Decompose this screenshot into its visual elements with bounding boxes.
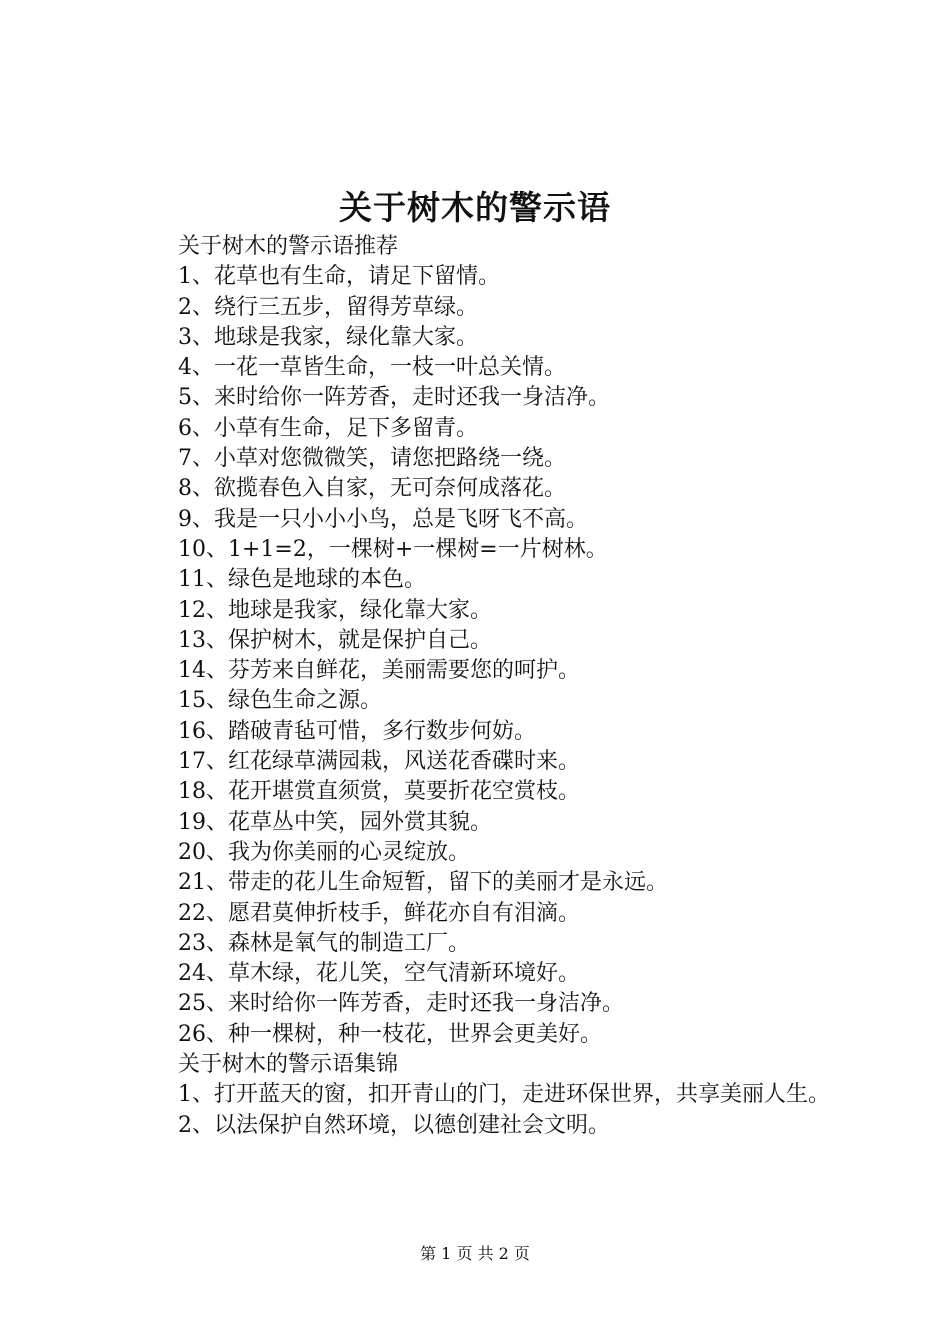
list-item: 9、我是一只小小小鸟，总是飞呀飞不高。 — [178, 506, 588, 532]
list-item: 3、地球是我家，绿化靠大家。 — [178, 324, 478, 350]
list-item: 17、红花绿草满园栽，风送花香碟时来。 — [178, 749, 580, 775]
list-item: 21、带走的花儿生命短暂，留下的美丽才是永远。 — [178, 870, 668, 896]
list-item: 18、花开堪赏直须赏，莫要折花空赏枝。 — [178, 779, 580, 805]
list-item: 7、小草对您微微笑，请您把路绕一绕。 — [178, 446, 566, 472]
list-item: 25、来时给你一阵芳香，走时还我一身洁净。 — [178, 991, 624, 1017]
list-item: 15、绿色生命之源。 — [178, 688, 382, 714]
page-footer: 第 1 页 共 2 页 — [420, 1244, 530, 1263]
list-item: 20、我为你美丽的心灵绽放。 — [178, 839, 470, 865]
list-item: 14、芬芳来自鲜花，美丽需要您的呵护。 — [178, 658, 580, 684]
list-item: 1、花草也有生命，请足下留情。 — [178, 264, 500, 290]
list-item: 4、一花一草皆生命，一枝一叶总关情。 — [178, 355, 566, 381]
list-item: 5、来时给你一阵芳香，走时还我一身洁净。 — [178, 385, 610, 411]
list-item: 22、愿君莫伸折枝手，鲜花亦自有泪滴。 — [178, 900, 580, 926]
list-item: 16、踏破青毡可惜，多行数步何妨。 — [178, 718, 536, 744]
list-item: 24、草木绿，花儿笑，空气清新环境好。 — [178, 961, 580, 987]
list-item: 2、以法保护自然环境，以德创建社会文明。 — [178, 1112, 610, 1138]
document-body — [133, 232, 833, 1141]
list-item: 23、森林是氧气的制造工厂。 — [178, 930, 470, 956]
list-item: 19、花草丛中笑，园外赏其貌。 — [178, 809, 492, 835]
list-item: 12、地球是我家，绿化靠大家。 — [178, 597, 492, 623]
list-item: 26、种一棵树，种一枝花，世界会更美好。 — [178, 1021, 602, 1047]
list-item: 6、小草有生命，足下多留青。 — [178, 415, 478, 441]
list-item: 10、1+1=2，一棵树+一棵树=一片树林。 — [178, 536, 608, 562]
list-item: 11、绿色是地球的本色。 — [178, 567, 426, 593]
document-title: 关于树木的警示语 — [339, 188, 611, 227]
section-heading-recommend: 关于树木的警示语推荐 — [178, 234, 399, 259]
list-item: 8、欲揽春色入自家，无可奈何成落花。 — [178, 476, 566, 502]
list-item: 1、打开蓝天的窗，扣开青山的门，走进环保世界，共享美丽人生。 — [178, 1082, 830, 1108]
section-heading-collection: 关于树木的警示语集锦 — [178, 1052, 399, 1078]
list-item: 2、绕行三五步，留得芳草绿。 — [178, 294, 478, 320]
list-item: 13、保护树木，就是保护自己。 — [178, 627, 492, 653]
